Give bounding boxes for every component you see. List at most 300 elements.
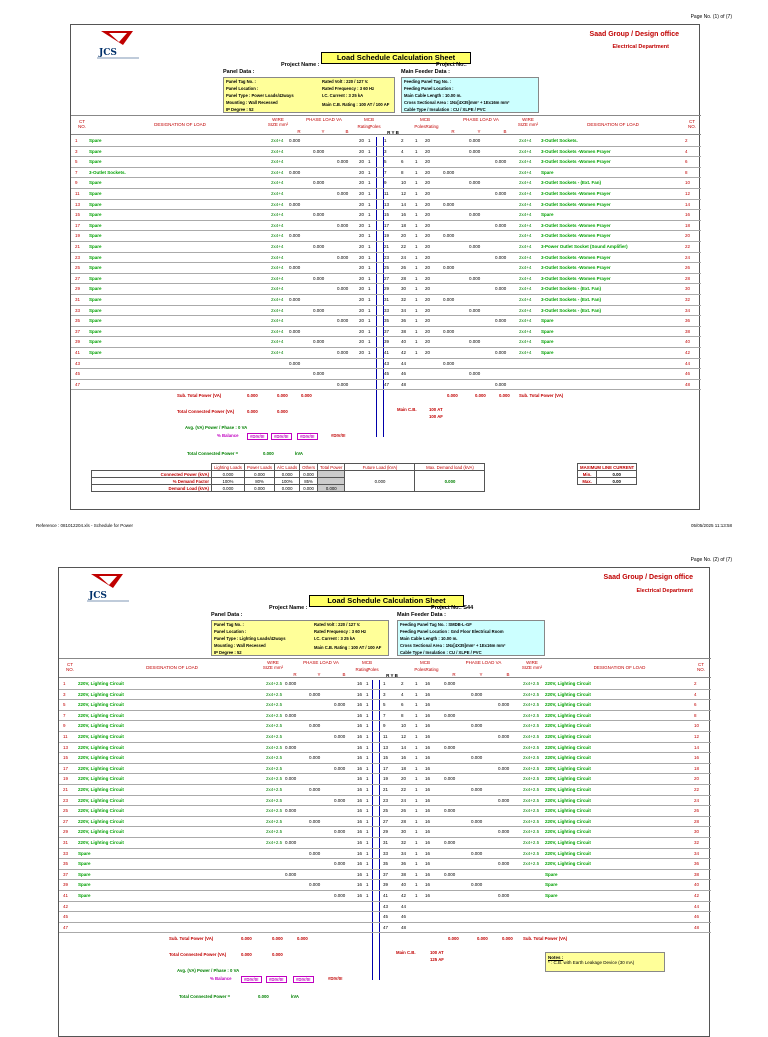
table-cell: 46 <box>401 371 407 377</box>
table-cell: 16 <box>425 808 431 814</box>
phase-header: PHASE LOAD VA <box>303 660 339 665</box>
table-cell: 34 <box>694 850 700 856</box>
table-cell: 47 <box>63 924 69 930</box>
table-cell: 0.000 <box>313 339 325 345</box>
table-cell: 0.000 <box>495 381 507 387</box>
table-cell: 20 <box>425 201 431 207</box>
table-cell: 39 <box>383 882 389 888</box>
table-cell: 1 <box>415 850 418 856</box>
ct-header-right: CT NO. <box>696 662 705 672</box>
table-cell: 2x4+4 <box>519 244 532 249</box>
table-cell: 11 <box>383 734 388 739</box>
table-cell: 28 <box>401 818 407 824</box>
table-cell: 45 <box>75 371 81 377</box>
max-line-current-table <box>577 463 637 485</box>
ct-header: CT NO. <box>65 662 74 672</box>
table-cell: 16 <box>425 712 431 718</box>
rated-ic: I.C. Current : 3 25 kA <box>322 93 364 98</box>
table-cell: 0.000 <box>285 871 297 877</box>
r-header: R <box>297 129 301 134</box>
table-cell: 28 <box>401 275 407 281</box>
summary-cell: 0.000 <box>318 485 345 492</box>
table-cell: 20 <box>359 212 365 218</box>
table-cell: 13 <box>383 744 389 750</box>
demand-summary-table <box>91 463 485 492</box>
table-cell: 1 <box>415 797 418 803</box>
table-cell: 9 <box>383 723 386 729</box>
table-cell: 20 <box>359 297 365 302</box>
table-cell: 20 <box>425 307 431 313</box>
total-kva-unit: kVA <box>295 451 304 456</box>
table-cell: 16 <box>357 765 363 771</box>
table-cell: 41 <box>383 893 389 898</box>
table-cell: 0.000 <box>498 734 510 739</box>
table-row <box>71 147 701 158</box>
table-cell: 36 <box>401 861 407 867</box>
table-cell: 16 <box>357 882 363 888</box>
page-number: Page No. (1) of (7) <box>690 14 732 20</box>
table-row <box>71 168 701 179</box>
table-cell: 3 <box>75 148 78 154</box>
table-cell: 20 <box>359 275 365 281</box>
table-cell: 35 <box>384 318 390 324</box>
table-cell: 0.000 <box>471 850 483 856</box>
table-cell: 38 <box>401 871 407 877</box>
feeder-loc: Feeding Panel Location : Gnd Floor Electrical Room <box>400 629 504 634</box>
table-cell: 2x4+4 <box>271 297 284 302</box>
table-cell: 1 <box>415 702 418 708</box>
feeder-cs: Cross Sectional Area : 1Nx[4X35]mm² + 1Ex16m mm² <box>404 100 510 105</box>
feeder-len: Main Cable Length : 10.00 m. <box>400 636 458 641</box>
table-cell: 24 <box>401 797 407 803</box>
table-cell: 2x4+4 <box>519 159 532 165</box>
table-cell: 16 <box>425 829 431 835</box>
table-cell: Spare <box>541 350 554 355</box>
table-cell: 3 <box>383 691 386 697</box>
total-kva-value: 0.000 <box>258 994 269 999</box>
table-cell: 20 <box>359 254 365 260</box>
table-cell: 38 <box>685 328 691 334</box>
table-cell: 16 <box>694 755 700 761</box>
table-cell: 20 <box>425 286 431 292</box>
table-cell: 35 <box>383 861 389 867</box>
sub-total-right-y: 0.000 <box>477 936 488 941</box>
table-cell: 20 <box>425 275 431 281</box>
table-cell: 0.000 <box>309 755 321 761</box>
ct-header-right: CT NO. <box>687 119 696 129</box>
table-cell: 0.000 <box>469 244 481 249</box>
corner-cell <box>92 464 212 471</box>
table-row <box>71 316 701 327</box>
table-cell: 0.000 <box>444 712 456 718</box>
poles-header-right: Poles <box>414 124 426 129</box>
table-cell: 2x4+2.5 <box>523 829 540 835</box>
table-cell: 0.000 <box>469 339 481 345</box>
table-cell: 32 <box>685 297 691 302</box>
ryb-header: R Y B <box>387 130 399 135</box>
table-cell: 2x4+4 <box>271 138 284 143</box>
summary-cell: 85% <box>300 478 318 485</box>
table-cell: 0.000 <box>337 222 349 228</box>
dept-name: Electrical Department <box>636 588 693 594</box>
project-name: Project Name : <box>269 605 308 611</box>
table-cell: 2x4+4 <box>271 191 284 196</box>
table-cell: 2x4+4 <box>519 339 532 345</box>
table-cell: 31 <box>63 840 69 845</box>
table-cell: 2x4+2.5 <box>523 744 540 750</box>
table-cell: 20 <box>359 222 365 228</box>
table-cell: 20 <box>425 138 431 143</box>
table-cell: 0.000 <box>471 818 483 824</box>
table-cell: 1 <box>415 297 418 302</box>
table-cell: 42 <box>685 350 691 355</box>
table-row <box>71 221 701 232</box>
table-row <box>59 923 711 934</box>
mcb-header: MCB <box>364 117 374 122</box>
table-cell: 29 <box>383 829 389 835</box>
table-cell: 0.000 <box>289 265 301 271</box>
table-cell: 0.000 <box>285 808 297 814</box>
table-cell: 43 <box>384 360 390 366</box>
table-cell: 1 <box>415 893 418 898</box>
table-cell: 17 <box>383 765 389 771</box>
table-cell: 2x4+4 <box>519 286 532 292</box>
table-cell: 0.000 <box>337 350 349 355</box>
table-cell: 220V, Lighting Circuit <box>78 734 124 739</box>
table-cell: Spare <box>89 350 102 355</box>
table-cell: 10 <box>685 180 691 186</box>
table-cell: 16 <box>357 691 363 697</box>
table-cell: 3-Outlet Sockets - (Ext. Fan) <box>541 307 602 313</box>
table-cell: 16 <box>357 744 363 750</box>
table-cell: 0.000 <box>309 787 321 792</box>
table-cell: 1 <box>415 212 418 218</box>
table-cell: 1 <box>415 681 418 686</box>
summary-cell: 0.000 <box>275 485 300 492</box>
total-kva-unit: kVA <box>291 994 300 999</box>
panel-type: Panel Type : Power Loads/42ways <box>226 93 294 98</box>
table-cell: Spare <box>78 861 91 867</box>
table-cell: 0.000 <box>337 286 349 292</box>
summary-header: Max. Demand load (kVA) <box>415 464 485 471</box>
table-cell: 2 <box>401 138 404 143</box>
table-cell: 2x4+4 <box>519 191 532 196</box>
table-cell: 220V, Lighting Circuit <box>545 787 591 792</box>
table-cell: 37 <box>384 328 390 334</box>
table-cell: 2x4+2.5 <box>523 797 540 803</box>
summary-header: A/C Loads <box>275 464 300 471</box>
rating-header: Rating <box>357 124 371 129</box>
table-row <box>71 359 701 370</box>
summary-cell: 0.000 <box>244 485 274 492</box>
table-cell: 1 <box>368 169 371 175</box>
summary-cell: 0.000 <box>275 471 300 478</box>
table-cell: 0.000 <box>469 180 481 186</box>
table-cell: 0.000 <box>469 371 481 377</box>
table-cell: Spare <box>89 265 102 271</box>
balance-label: % Balance <box>210 976 232 981</box>
sub-total-b: 0.000 <box>301 393 312 398</box>
table-cell: 8 <box>401 712 404 718</box>
table-cell: 16 <box>357 893 363 898</box>
table-cell: 16 <box>357 723 363 729</box>
table-cell: 0.000 <box>309 691 321 697</box>
table-row <box>71 369 701 380</box>
table-cell: 40 <box>685 339 691 345</box>
table-cell: 9 <box>384 180 387 186</box>
table-cell: 40 <box>401 339 407 345</box>
balance-y: #DIV/0! <box>266 976 287 983</box>
table-cell: 220V, Lighting Circuit <box>78 744 124 750</box>
summary-cell: 0.000 <box>212 471 245 478</box>
table-cell: 0.000 <box>495 318 507 324</box>
table-cell: 18 <box>685 222 691 228</box>
table-cell: 0.000 <box>495 222 507 228</box>
table-cell: 1 <box>366 787 369 792</box>
table-cell: 20 <box>359 138 365 143</box>
table-cell: 220V, Lighting Circuit <box>545 829 591 835</box>
table-cell: 45 <box>383 914 389 920</box>
table-cell: 0.000 <box>337 381 349 387</box>
table-cell: 0.000 <box>469 138 481 143</box>
table-cell: 2x4+2.5 <box>266 723 283 729</box>
table-cell: 1 <box>415 254 418 260</box>
table-cell: 47 <box>75 381 81 387</box>
table-cell: Spare <box>89 328 102 334</box>
table-cell: 3-Outlet Sockets -Women Prayer <box>541 222 611 228</box>
sub-total-label: Sub. Total Power (VA) <box>177 393 222 398</box>
table-cell: 20 <box>359 201 365 207</box>
table-cell: 0.000 <box>285 776 297 782</box>
table-cell: 3-Outlet Sockets. <box>89 169 126 175</box>
table-cell: 2x4+2.5 <box>523 818 540 824</box>
table-row <box>59 711 711 722</box>
table-cell: 20 <box>425 169 431 175</box>
feeder-loc: Feeding Panel Location : <box>404 86 454 91</box>
table-cell: 2x4+2.5 <box>266 818 283 824</box>
table-cell: 28 <box>685 275 691 281</box>
notes-box <box>545 952 665 972</box>
table-cell: 27 <box>383 818 389 824</box>
table-cell: 13 <box>75 201 81 207</box>
table-cell: 1 <box>368 201 371 207</box>
table-row <box>59 796 711 807</box>
footer-timestamp: 05/05/2025 11:13:58 <box>691 523 732 528</box>
table-cell: 1 <box>415 829 418 835</box>
table-cell: 0.000 <box>495 159 507 165</box>
table-cell: 2x4+2.5 <box>523 840 540 845</box>
table-cell: 0.000 <box>334 797 346 803</box>
panel-location: Panel Location : <box>214 629 247 634</box>
table-cell: 1 <box>383 681 386 686</box>
table-cell: 2x4+4 <box>271 307 284 313</box>
table-cell: 33 <box>63 850 69 856</box>
balance-label: % Balance <box>217 433 239 438</box>
mcb-header: MCB <box>362 660 372 665</box>
table-cell: Spare <box>541 212 554 218</box>
table-cell: 20 <box>694 776 700 782</box>
table-cell: 1 <box>415 691 418 697</box>
main-cb-label: Main C.B. <box>396 950 416 955</box>
table-cell: 47 <box>383 924 389 930</box>
table-cell: 0.000 <box>471 755 483 761</box>
table-cell: 2x4+2.5 <box>523 787 540 792</box>
summary-cell: 0.000 <box>212 485 245 492</box>
rated-freq: Rated Frequency : 3 60 Hz <box>322 86 375 91</box>
table-cell: 4 <box>401 148 404 154</box>
table-cell: 20 <box>425 222 431 228</box>
table-cell: 220V, Lighting Circuit <box>78 691 124 697</box>
b-header: B <box>345 129 349 134</box>
table-cell: 0.000 <box>471 691 483 697</box>
table-cell: 2x4+4 <box>271 148 284 154</box>
table-cell: 0.000 <box>337 318 349 324</box>
table-cell: 15 <box>383 755 389 761</box>
feeder-data-box <box>397 620 545 656</box>
table-cell: 26 <box>694 808 700 814</box>
table-cell: 28 <box>694 818 700 824</box>
table-cell: 20 <box>425 328 431 334</box>
table-cell: 1 <box>366 797 369 803</box>
table-row <box>71 306 701 317</box>
table-cell: 2x4+4 <box>271 275 284 281</box>
table-cell: 0.000 <box>334 765 346 771</box>
summary-cell: 80% <box>244 478 274 485</box>
table-cell: 15 <box>63 755 69 761</box>
main-cb-at: 100 AT <box>429 407 443 412</box>
table-cell: 2x4+4 <box>519 212 532 218</box>
table-cell: 40 <box>401 882 407 888</box>
table-cell: 1 <box>366 818 369 824</box>
table-cell: 37 <box>63 871 69 877</box>
table-cell: 3-Power Outlet Socket (Sound Amplifier) <box>541 244 628 249</box>
table-cell: 220V, Lighting Circuit <box>545 861 591 867</box>
table-cell: 0.000 <box>498 765 510 771</box>
table-cell: 20 <box>401 776 407 782</box>
table-cell: 0.000 <box>289 233 301 239</box>
table-cell: 37 <box>383 871 389 877</box>
table-cell: 17 <box>384 222 390 228</box>
table-cell: 220V, Lighting Circuit <box>545 776 591 782</box>
table-cell: 0.000 <box>498 797 510 803</box>
table-cell: 16 <box>425 797 431 803</box>
summary-cell: Connected Power (kVA) <box>92 471 212 478</box>
rating-header-right: Rating <box>425 667 439 672</box>
future-load: 0.000 <box>345 471 415 492</box>
table-cell: 6 <box>401 159 404 165</box>
table-cell: 2x4+2.5 <box>266 840 283 845</box>
totals-section <box>59 934 711 1034</box>
wire-header-right: WIRE SIZE mm² <box>517 117 539 127</box>
org-name: Saad Group / Design office <box>589 31 679 38</box>
total-conn-y: 0.000 <box>277 409 288 414</box>
table-cell: 11 <box>63 734 68 739</box>
rating-header-right: Rating <box>425 124 439 129</box>
summary-cell: 0.000 <box>300 485 318 492</box>
table-cell: 20 <box>359 233 365 239</box>
table-cell: 45 <box>384 371 390 377</box>
table-cell: 26 <box>401 808 407 814</box>
table-cell: 20 <box>425 148 431 154</box>
table-cell: 48 <box>694 924 700 930</box>
table-cell: 2x4+2.5 <box>523 808 540 814</box>
table-cell: 2x4+2.5 <box>266 829 283 835</box>
table-cell: 1 <box>415 180 418 186</box>
table-cell: 1 <box>366 776 369 782</box>
table-cell: 16 <box>425 691 431 697</box>
table-row <box>71 284 701 295</box>
table-cell: 0.000 <box>498 702 510 708</box>
table-cell: 16 <box>425 861 431 867</box>
table-cell: 10 <box>401 723 407 729</box>
table-row <box>59 721 711 732</box>
table-cell: 1 <box>415 339 418 345</box>
table-cell: 1 <box>368 318 371 324</box>
wire-header-right: WIRE SIZE mm² <box>521 660 543 670</box>
panel-data-box <box>223 77 395 113</box>
table-cell: 2x4+2.5 <box>523 681 540 686</box>
table-row <box>59 764 711 775</box>
wire-header: WIRE SIZE mm² <box>267 117 289 127</box>
sheet-frame <box>70 24 700 510</box>
sheet-title: Load Schedule Calculation Sheet <box>309 595 464 607</box>
table-row <box>59 859 711 870</box>
table-cell: 2x4+4 <box>519 328 532 334</box>
table-cell: 2x4+2.5 <box>266 808 283 814</box>
table-cell: 220V, Lighting Circuit <box>545 818 591 824</box>
main-feeder-label: Main Feeder Data : <box>401 69 450 75</box>
table-cell: 2x4+4 <box>519 265 532 271</box>
table-cell: 220V, Lighting Circuit <box>78 681 124 686</box>
table-cell: 16 <box>357 797 363 803</box>
balance-b: #DIV/0! <box>293 976 314 983</box>
feeder-tag: Feeding Panel Tag No. : <box>404 79 452 84</box>
table-cell: Spare <box>89 244 102 249</box>
table-cell: 38 <box>401 328 407 334</box>
table-cell: 2x4+2.5 <box>523 712 540 718</box>
table-cell: 1 <box>415 169 418 175</box>
table-cell: 32 <box>401 297 407 302</box>
table-cell: 0.000 <box>334 702 346 708</box>
table-row <box>59 785 711 796</box>
table-cell: 1 <box>415 776 418 782</box>
table-cell: 23 <box>384 254 390 260</box>
table-cell: 1 <box>415 148 418 154</box>
table-cell: 2x4+4 <box>271 222 284 228</box>
table-cell: Spare <box>89 254 102 260</box>
table-cell: 20 <box>425 159 431 165</box>
table-cell: 20 <box>359 350 365 355</box>
table-cell: 20 <box>359 318 365 324</box>
table-cell: 2x4+4 <box>519 275 532 281</box>
table-cell: 1 <box>368 254 371 260</box>
table-cell: 2x4+4 <box>271 286 284 292</box>
table-cell: 220V, Lighting Circuit <box>545 797 591 803</box>
table-cell: 0.000 <box>495 286 507 292</box>
table-cell: 16 <box>425 871 431 877</box>
max-demand: 0.000 <box>415 471 485 492</box>
table-cell: 18 <box>694 765 700 771</box>
panel-mounting: Mounting : Wall Recessed <box>226 100 278 105</box>
rated-volt: Rated Volt : 220 / 127 V. <box>314 622 361 627</box>
table-cell: 44 <box>401 360 407 366</box>
sub-total-right-b: 0.000 <box>499 393 510 398</box>
table-cell: 46 <box>401 914 407 920</box>
table-cell: 3-Outlet Sockets. <box>541 138 578 143</box>
table-cell: 0.000 <box>498 829 510 835</box>
svg-text:JCS: JCS <box>89 591 107 601</box>
table-cell: 2x4+4 <box>519 201 532 207</box>
